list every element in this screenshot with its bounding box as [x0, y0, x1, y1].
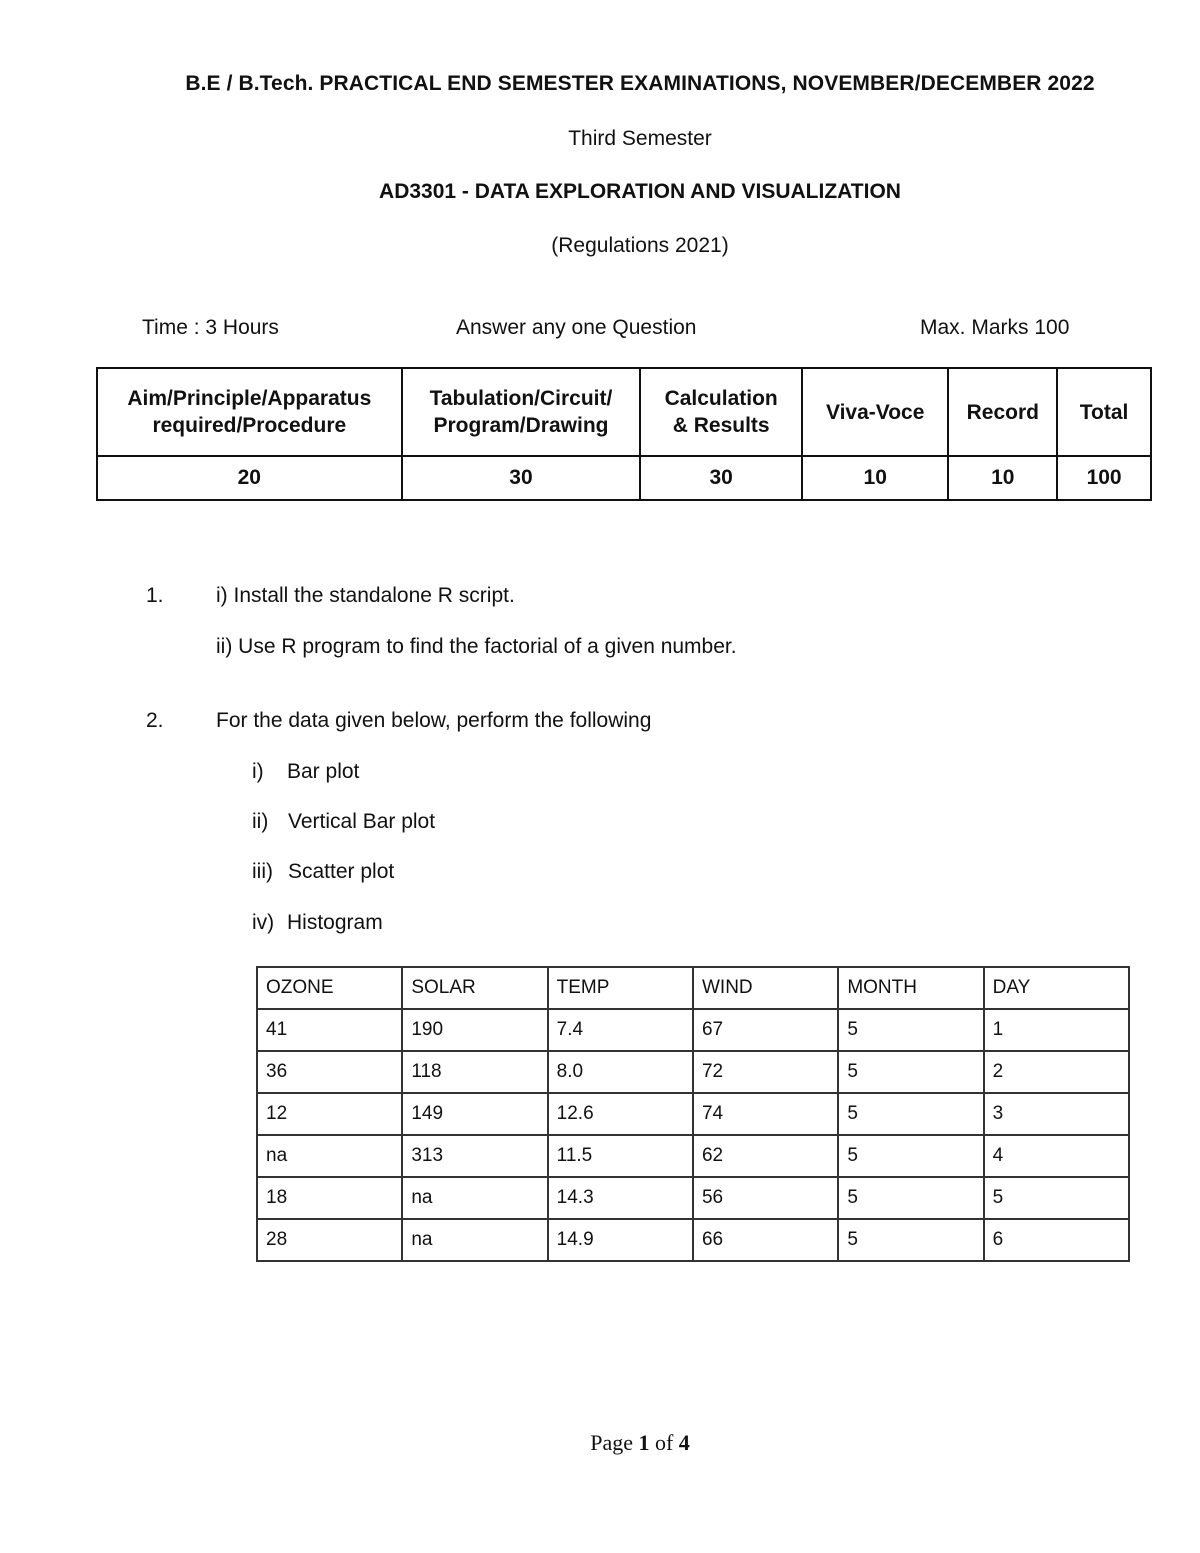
- semester-label: Third Semester: [568, 127, 712, 150]
- question-2-item-text: Histogram: [287, 911, 383, 934]
- table-cell: 11.5: [548, 1135, 693, 1177]
- table-cell: 12.6: [548, 1093, 693, 1135]
- marks-header-cell: Total: [1057, 368, 1151, 456]
- question-1-number: 1.: [146, 584, 164, 607]
- instruction-label: Answer any one Question: [456, 316, 697, 339]
- question-2-item-label: iii): [252, 860, 273, 883]
- table-row: [257, 1093, 1129, 1135]
- table-cell: 5: [838, 1093, 983, 1135]
- table-cell: na: [402, 1219, 547, 1261]
- question-2-item-label: i): [252, 760, 264, 783]
- column-header: DAY: [984, 967, 1129, 1009]
- question-2-number: 2.: [146, 709, 164, 732]
- question-1-part-2: ii) Use R program to find the factorial of a given number.: [216, 635, 737, 658]
- table-cell: na: [402, 1177, 547, 1219]
- question-2-item-text: Vertical Bar plot: [288, 810, 436, 833]
- exam-title: B.E / B.Tech. PRACTICAL END SEMESTER EXAMINATIONS, NOVEMBER/DECEMBER 2022: [185, 72, 1095, 95]
- table-cell: 62: [693, 1135, 838, 1177]
- table-cell: 5: [838, 1135, 983, 1177]
- table-cell: 41: [257, 1009, 402, 1051]
- question-2-intro: For the data given below, perform the following: [216, 709, 652, 732]
- table-cell: 2: [984, 1051, 1129, 1093]
- marks-distribution-table: [96, 367, 1152, 501]
- table-cell: 118: [402, 1051, 547, 1093]
- regulations-label: (Regulations 2021): [551, 234, 729, 257]
- table-row: [257, 1177, 1129, 1219]
- column-header: SOLAR: [402, 967, 547, 1009]
- column-header: TEMP: [548, 967, 693, 1009]
- marks-value-cell: 20: [97, 456, 402, 500]
- table-cell: 14.9: [548, 1219, 693, 1261]
- time-label: Time : 3 Hours: [142, 316, 279, 339]
- table-cell: 56: [693, 1177, 838, 1219]
- table-row: [257, 1135, 1129, 1177]
- table-cell: 12: [257, 1093, 402, 1135]
- table-cell: 7.4: [548, 1009, 693, 1051]
- page-footer: [0, 1430, 1200, 1456]
- column-header: OZONE: [257, 967, 402, 1009]
- table-cell: 313: [402, 1135, 547, 1177]
- page-total-number: 4: [678, 1430, 690, 1455]
- column-header: WIND: [693, 967, 838, 1009]
- marks-value-cell: 10: [948, 456, 1057, 500]
- course-title: AD3301 - DATA EXPLORATION AND VISUALIZATION: [379, 180, 901, 203]
- table-cell: 72: [693, 1051, 838, 1093]
- max-marks-label: Max. Marks 100: [920, 316, 1070, 339]
- table-cell: 190: [402, 1009, 547, 1051]
- data-table-header-row: [257, 967, 1129, 1009]
- table-cell: 8.0: [548, 1051, 693, 1093]
- table-row: [257, 1009, 1129, 1051]
- marks-header-cell: Record: [948, 368, 1057, 456]
- question-2-item-label: iv): [252, 911, 275, 934]
- question-2-item-label: ii): [252, 810, 269, 833]
- of-word: of: [654, 1430, 674, 1455]
- table-cell: na: [257, 1135, 402, 1177]
- table-cell: 5: [838, 1177, 983, 1219]
- table-cell: 3: [984, 1093, 1129, 1135]
- table-cell: 36: [257, 1051, 402, 1093]
- marks-header-cell: Viva-Voce: [802, 368, 948, 456]
- column-header: MONTH: [838, 967, 983, 1009]
- page-word: Page: [590, 1430, 633, 1455]
- marks-value-cell: 10: [802, 456, 948, 500]
- marks-value-cell: 100: [1057, 456, 1151, 500]
- marks-header-row: [97, 368, 1151, 456]
- table-cell: 5: [838, 1219, 983, 1261]
- question-2-item-text: Bar plot: [287, 760, 360, 783]
- table-cell: 4: [984, 1135, 1129, 1177]
- air-quality-data-table: [256, 966, 1130, 1262]
- table-cell: 74: [693, 1093, 838, 1135]
- table-cell: 67: [693, 1009, 838, 1051]
- table-cell: 5: [838, 1051, 983, 1093]
- table-cell: 149: [402, 1093, 547, 1135]
- table-cell: 5: [838, 1009, 983, 1051]
- table-cell: 14.3: [548, 1177, 693, 1219]
- question-1-part-1: i) Install the standalone R script.: [216, 584, 515, 607]
- table-cell: 66: [693, 1219, 838, 1261]
- table-row: [257, 1219, 1129, 1261]
- table-row: [257, 1051, 1129, 1093]
- marks-header-cell: Calculation & Results: [640, 368, 802, 456]
- question-2-item-text: Scatter plot: [288, 860, 395, 883]
- table-cell: 5: [984, 1177, 1129, 1219]
- table-cell: 28: [257, 1219, 402, 1261]
- marks-values-row: [97, 456, 1151, 500]
- marks-value-cell: 30: [640, 456, 802, 500]
- table-cell: 6: [984, 1219, 1129, 1261]
- table-cell: 1: [984, 1009, 1129, 1051]
- marks-value-cell: 30: [402, 456, 641, 500]
- marks-header-cell: Tabulation/Circuit/ Program/Drawing: [402, 368, 641, 456]
- marks-header-cell: Aim/Principle/Apparatus required/Procedure: [97, 368, 402, 456]
- page-current-number: 1: [638, 1430, 650, 1455]
- table-cell: 18: [257, 1177, 402, 1219]
